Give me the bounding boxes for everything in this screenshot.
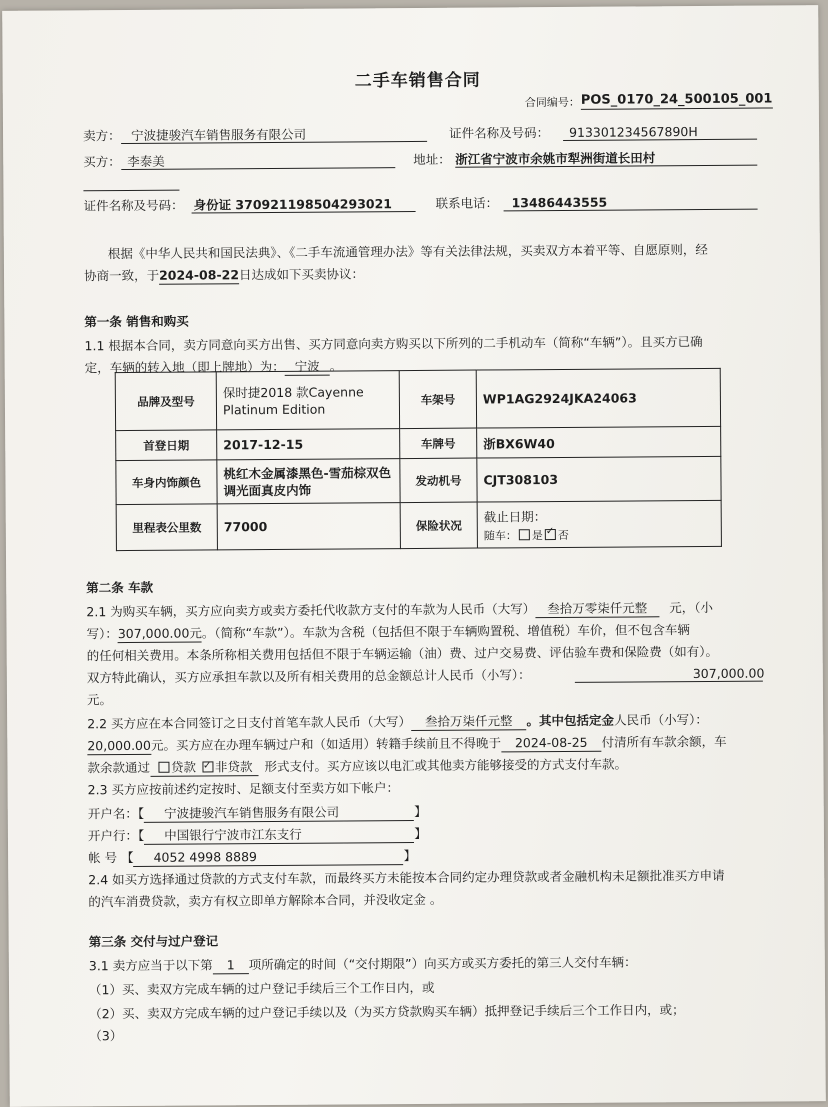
plate-label: 车牌号 — [400, 428, 477, 459]
buyer-addr-value: 浙江省宁波市余姚市犁洲街道长田村 — [455, 150, 656, 167]
intro-line-1: 根据《中华人民共和国民法典》、《二手车流通管理办法》等有关法律法规，买卖双方本着平等、自愿原则，经 — [107, 241, 708, 262]
buyer-id-underline — [192, 211, 416, 214]
delivery-item: 1 — [213, 957, 249, 974]
intro-line-2: 协商一致，于2024-08-22日达成如下买卖协议： — [83, 266, 365, 284]
account-bank-row: 开户行：【 中国银行宁波市江东支行 】 — [87, 825, 427, 844]
seller-id-value: 913301234567890H — [568, 124, 698, 140]
article-2-2-line3: 款余款通过 贷款 ✓ 非贷款 形式支付。买方应该以电汇或其他卖方能够接受的方式支付车款。 — [87, 757, 627, 778]
article-3-1: 3.1 卖方应当于以下第 1 项所确定的时间（“交付期限”）向买方或买方委托的第三人交付车辆： — [88, 954, 637, 974]
deadline-date: 2024-08-25 — [501, 735, 602, 753]
option-3: （3） — [89, 1028, 123, 1044]
account-no-row: 帐 号 【 4052 4998 8889 】 — [88, 847, 417, 866]
table-row — [116, 456, 721, 504]
engine-value: CJT308103 — [477, 456, 721, 502]
insurance-label: 保险状况 — [400, 502, 477, 549]
plate-value: 浙BX6W40 — [477, 426, 721, 458]
article-2-2-line1: 2.2 买方应在本合同签订之日支付首笔车款人民币（大写） 叁拾万柒仟元整 。其中包括定金人民币（小写）： — [87, 711, 708, 732]
insurance-cell — [477, 500, 721, 548]
article-3-heading: 第三条 交付与过户登记 — [88, 933, 219, 950]
account-name: 宁波捷骏汽车销售服务有限公司 — [144, 804, 414, 823]
insurance-yes-checkbox[interactable] — [519, 529, 530, 540]
engine-label: 发动机号 — [400, 458, 477, 503]
article-2-1-line5: 元。 — [86, 692, 113, 708]
buyer-phone-value: 13486443555 — [511, 194, 608, 211]
color-value: 桃红木金属漆黑色-雪茄棕双色调光面真皮内饰 — [217, 459, 400, 504]
insurance-no-checkbox[interactable] — [545, 529, 556, 540]
article-2-1-line1: 2.1 为购买车辆，买方应向卖方或卖方委托代收款方支付的车款为人民币（大写） 叁拾万零柒仟元整 元，（小 — [86, 599, 714, 620]
article-2-heading: 第二条 车款 — [86, 579, 154, 596]
brand-value: 保时捷2018 款Cayenne Platinum Edition — [216, 371, 399, 430]
brand-label: 品牌及型号 — [115, 372, 216, 431]
option-1: （1）买、卖双方完成车辆的过户登记手续后三个工作日内，或 — [88, 979, 435, 998]
account-name-row: 开户名：【 宁波捷骏汽车销售服务有限公司 】 — [87, 803, 427, 822]
vin-value: WP1AG2924JKA24063 — [476, 368, 720, 428]
article-1-heading: 第一条 销售和购买 — [84, 313, 189, 330]
loan-checkbox[interactable] — [158, 762, 169, 773]
article-1-1-line1: 1.1 根据本合同，卖方同意向买方出售、买方同意向卖方购买以下所列的二手机动车（简称“车辆”）。且买方已确 — [84, 333, 703, 354]
buyer-label: 买方： — [83, 154, 121, 170]
mileage-label: 里程表公里数 — [116, 504, 217, 551]
buyer-id-label: 证件名称及号码： — [83, 197, 184, 214]
seller-id-underline — [563, 139, 757, 141]
article-2-1-line3: 的任何相关费用。本条所称相关费用包括但不限于车辆运输（油）费、过户交易费、评估验车费和保险费（如有）。 — [86, 643, 718, 664]
article-2-1-line2: 写）：307,000.00元。（简称“车款”）。车款为含税（包括但不限于车辆购置税、增值税）车价，但不包含车辆 — [86, 622, 690, 642]
amount-lowercase: 307,000.00元 — [117, 625, 202, 642]
option-2: （2）买、卖双方完成车辆的过户登记手续以及（为买方贷款购买车辆）抵押登记手续后三个工作日内，或； — [89, 1002, 685, 1022]
reg-date-label: 首登日期 — [116, 430, 217, 461]
table-row — [115, 368, 720, 430]
buyer-name: 李泰美 — [127, 153, 165, 169]
table-row — [116, 500, 721, 550]
deposit-amount: 20,000.00 — [87, 737, 151, 754]
first-payment-uppercase: 叁拾万柒仟元整 — [411, 713, 527, 731]
buyer-addr-underline-2 — [83, 190, 179, 192]
table-row — [116, 426, 721, 460]
total-amount: 307,000.00 — [692, 665, 765, 682]
account-no: 4052 4998 8889 — [134, 848, 404, 867]
seller-id-label: 证件名称及号码： — [448, 125, 550, 141]
contract-page — [2, 5, 826, 1107]
color-label: 车身内饰颜色 — [116, 460, 217, 505]
amount-uppercase: 叁拾万零柒仟元整 — [535, 600, 659, 618]
page-title: 二手车销售合同 — [354, 70, 481, 92]
mileage-value: 77000 — [217, 503, 400, 550]
buyer-id-value: 身份证 370921198504293021 — [193, 196, 393, 213]
seller-name: 宁波捷骏汽车销售服务有限公司 — [131, 126, 307, 143]
contract-no-label: 合同编号： — [524, 95, 580, 110]
transfer-city: 宁波 — [285, 359, 330, 376]
total-underline — [575, 681, 763, 683]
vin-label: 车架号 — [399, 370, 476, 429]
buyer-addr-label: 地址： — [413, 151, 451, 167]
reg-date-value: 2017-12-15 — [217, 429, 400, 460]
insurance-deadline: 截止日期： — [483, 508, 547, 525]
non-loan-checkbox[interactable] — [202, 761, 213, 772]
agreement-date: 2024-08-22 — [158, 267, 240, 283]
account-bank: 中国银行宁波市江东支行 — [144, 826, 414, 845]
contract-no-value: POS_0170_24_500105_001 — [580, 91, 773, 108]
article-1-1-line2: 定，车辆的转入地（即上牌地）为： 宁波 。 — [84, 358, 343, 376]
article-2-1-line4: 双方特此确认，买方应承担车款以及所有相关费用的总金额总计人民币（小写）： — [86, 667, 531, 686]
article-2-4-line2: 的汽车消费贷款，卖方有权立即单方解除本合同，并没收定金 。 — [88, 891, 443, 910]
article-2-3: 2.3 买方应按前述约定按时、足额支付至卖方如下帐户： — [87, 780, 400, 798]
insurance-follow: 随车： 是✓ 否 — [484, 525, 715, 543]
buyer-phone-label: 联系电话： — [435, 195, 499, 211]
article-2-4-line1: 2.4 如买方选择通过贷款的方式支付车款，而最终买方未能按本合同约定办理贷款或者金融机构未足额批准买方申请 — [88, 867, 725, 888]
article-2-2-line2: 20,000.00元。买方应在办理车辆过户和（如适用）转籍手续前且不得晚于 2024-08-25 付清所有车款余额，车 — [87, 733, 727, 754]
vehicle-table — [115, 368, 722, 551]
seller-label: 卖方： — [83, 128, 121, 144]
